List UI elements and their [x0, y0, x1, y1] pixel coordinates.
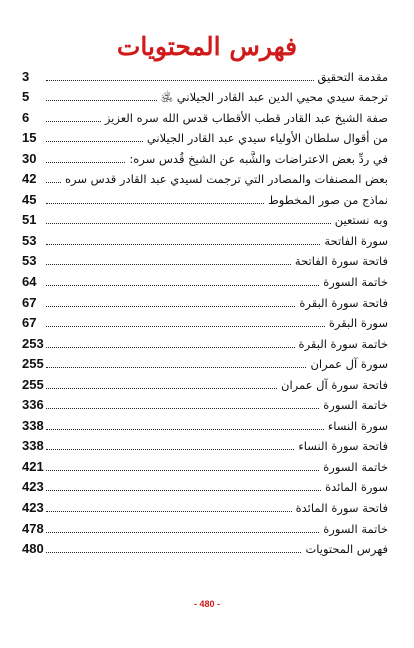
toc-entry-page: 478 [22, 520, 44, 536]
toc-entry-page: 30 [22, 150, 37, 166]
toc-entry-title: فاتحة سورة النساء [298, 439, 388, 454]
toc-entry-title: خاتمة السورة [323, 275, 388, 290]
toc-entry [22, 85, 388, 106]
toc-entry-title: فاتحة سورة البقرة [299, 295, 388, 310]
dot-leader [46, 203, 264, 204]
toc-entry [22, 331, 388, 352]
page-number: - 480 - [193, 599, 220, 609]
toc-entry-title: خاتمة سورة البقرة [298, 336, 388, 351]
toc-entry-page: 53 [22, 232, 37, 248]
dot-leader [46, 182, 61, 183]
dot-leader [46, 162, 125, 163]
toc-entry-page: 42 [22, 171, 37, 187]
toc-entry [22, 249, 388, 270]
toc-entry-page: 64 [22, 274, 37, 290]
toc-entry [22, 269, 388, 290]
toc-entry [22, 393, 388, 414]
toc-entry [22, 495, 388, 516]
toc-entry [22, 454, 388, 475]
toc-entry [22, 434, 388, 455]
toc-entry-title: خاتمة السورة [323, 459, 388, 474]
toc-entry-title: نماذج من صور المخطوط [268, 192, 388, 207]
toc-entry [22, 290, 388, 311]
dot-leader [46, 80, 314, 81]
toc-entry [22, 105, 388, 126]
toc-entry [22, 167, 388, 188]
toc-entry-page: 3 [22, 68, 30, 84]
toc-entry-title: سورة النساء [327, 418, 388, 433]
dot-leader [46, 490, 321, 491]
toc-entry-page: 45 [22, 191, 37, 207]
toc-entry [22, 372, 388, 393]
toc-entry-title: فاتحة سورة آل عمران [281, 377, 388, 392]
dot-leader [46, 470, 319, 471]
toc-entry-title: خاتمة السورة [323, 521, 388, 536]
dot-leader [46, 223, 331, 224]
toc-entry-title: فاتحة سورة المائدة [295, 501, 388, 516]
dot-leader [46, 449, 294, 450]
toc-entry-page: 51 [22, 212, 37, 228]
dot-leader [46, 121, 101, 122]
toc-entry-page: 255 [22, 376, 44, 392]
toc-entry [22, 352, 388, 373]
dot-leader [46, 367, 306, 368]
toc-entry-page: 423 [22, 479, 44, 495]
toc-entry-page: 480 [22, 541, 44, 557]
toc-entry [22, 537, 388, 558]
toc-entry-title: سورة البقرة [328, 316, 388, 331]
toc-entry-title: سورة المائدة [325, 480, 388, 495]
toc-entry-page: 53 [22, 253, 37, 269]
toc-entry-page: 338 [22, 417, 44, 433]
toc-entry [22, 516, 388, 537]
toc-entry-page: 67 [22, 294, 37, 310]
toc-entry-page: 15 [22, 130, 37, 146]
toc-entry [22, 126, 388, 147]
toc-entry-title: مقدمة التحقيق [317, 69, 388, 84]
toc-entry-page: 338 [22, 438, 44, 454]
toc-entry-title: ترجمة سيدي محيي الدين عبد القادر الجيلاني ﵁ [160, 90, 388, 105]
toc-entry-page: 421 [22, 458, 44, 474]
toc-entry-page: 6 [22, 109, 30, 125]
dot-leader [46, 285, 319, 286]
toc-entry-title: في ردِّ بعض الاعتراضات والشُّبه عن الشيخ قُدس سره: [129, 151, 388, 166]
toc-entry-page: 5 [22, 89, 30, 105]
toc-entry-page: 336 [22, 397, 44, 413]
toc-entry [22, 64, 388, 85]
dot-leader [46, 388, 277, 389]
table-of-contents [22, 64, 388, 557]
page-title: فهرس المحتويات [116, 32, 298, 61]
toc-entry [22, 475, 388, 496]
toc-entry [22, 187, 388, 208]
toc-entry [22, 413, 388, 434]
toc-entry-title: سورة آل عمران [310, 357, 388, 372]
toc-entry-title: فاتحة سورة الفاتحة [294, 254, 388, 269]
dot-leader [46, 244, 320, 245]
dot-leader [46, 100, 157, 101]
dot-leader [46, 408, 319, 409]
toc-entry-title: صفة الشيخ عبد القادر قطب الأقطاب قدس الله سره العزيز [104, 110, 388, 125]
toc-entry-page: 67 [22, 315, 37, 331]
toc-entry-title: وبه نستعين [334, 213, 388, 228]
dot-leader [46, 552, 301, 553]
toc-entry-page: 423 [22, 500, 44, 516]
dot-leader [46, 326, 325, 327]
toc-entry [22, 146, 388, 167]
dot-leader [46, 141, 143, 142]
toc-entry [22, 208, 388, 229]
toc-entry-title: سورة الفاتحة [324, 233, 388, 248]
dot-leader [46, 264, 291, 265]
dot-leader [46, 347, 295, 348]
toc-entry-title: فهرس المحتويات [305, 542, 388, 557]
dot-leader [46, 511, 292, 512]
dot-leader [46, 306, 295, 307]
toc-entry-page: 255 [22, 356, 44, 372]
toc-entry-title: من أقوال سلطان الأولياء سيدي عبد القادر الجيلاني [146, 131, 388, 146]
toc-entry-page: 253 [22, 335, 44, 351]
toc-entry [22, 311, 388, 332]
toc-entry-title: بعض المصنفات والمصادر التي ترجمت لسيدي عبد القادر قدس سره [65, 172, 388, 187]
dot-leader [46, 532, 319, 533]
toc-entry [22, 228, 388, 249]
toc-entry-title: خاتمة السورة [323, 398, 388, 413]
dot-leader [46, 429, 324, 430]
